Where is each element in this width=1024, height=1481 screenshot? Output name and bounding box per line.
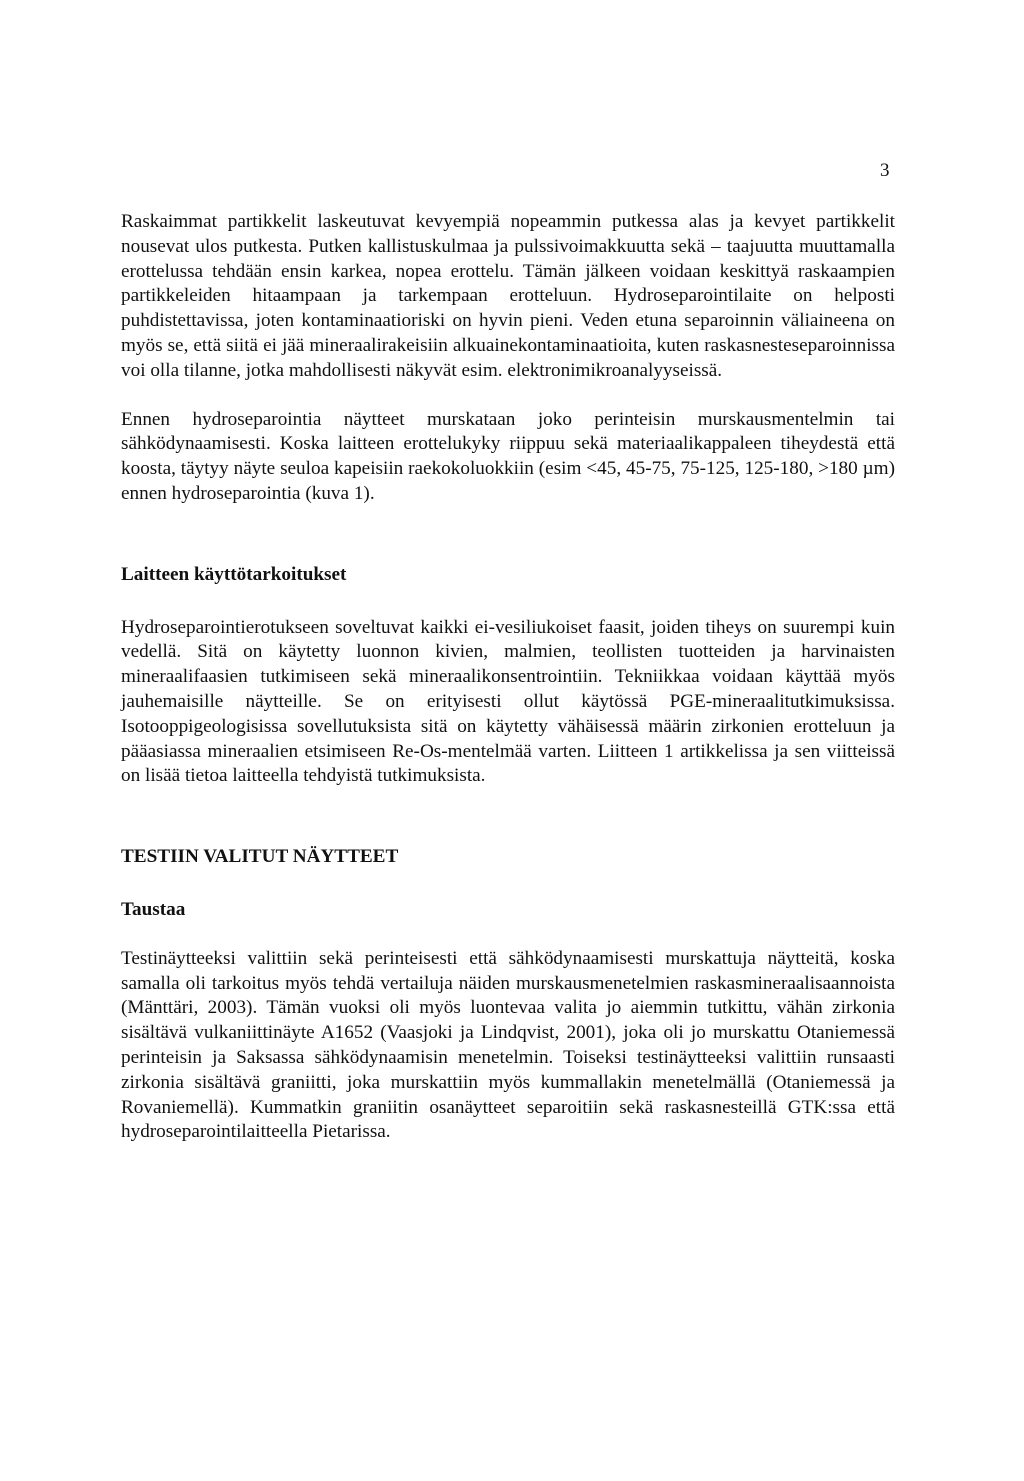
paragraph-sample-preparation: Ennen hydroseparointia näytteet murskataan joko perinteisin murskausmentelmin tai sähködynaamisesti. Koska laitteen erottelukyky riippuu sekä materiaalikappaleen tiheydestä että koosta, täytyy näyte seuloa kapeisiin raekokoluokkiin (esim <45, 45-75, 75-125, 125-180, >180 µm) ennen hydroseparointia (kuva 1). (121, 408, 895, 504)
paragraph-background: Testinäytteeksi valittiin sekä perinteisesti että sähködynaamisesti murskattuja näytteitä, koska samalla oli tarkoitus myös tehdä vertailuja näiden murskausmenetelmien raskasmineraalisaannoista (Mänttäri, 2003). Tämän vuoksi oli myös luontevaa valita jo aiemmin tutkittu, vähän zirkonia sisältävä vulkaniittinäyte A1652 (Vaasjoki ja Lindqvist, 2001), joka oli jo murskattu Otaniemessä perinteisin ja Saksassa sähködynaamisin menetelmin. Toiseksi testinäytteeksi valittiin runsaasti zirkonia sisältävä graniitti, joka murskattiin myös kummallakin menetelmällä (Otaniemessä ja Rovaniemellä). Kummatkin graniitin osanäytteet separoitiin sekä raskasnesteillä GTK:ssa että hydroseparointilaitteella Pietarissa. (121, 947, 895, 1143)
paragraph-hydroseparation-process: Raskaimmat partikkelit laskeutuvat kevyempiä nopeammin putkessa alas ja kevyet partikkelit nousevat ulos putkesta. Putken kallistuskulmaa ja pulssivoimakkuutta sekä – taajuutta muuttamalla erottelussa tehdään ensin karkea, nopea erottelu. Tämän jälkeen voidaan keskittyä raskaampien partikkeleiden hitaampaan ja tarkempaan erotteluun. Hydroseparointilaite on helposti puhdistettavissa, joten kontaminaatioriski on hyvin pieni. Veden etuna separoinnin väliaineena on myös se, että siitä ei jää mineraalirakeisiin alkuainekontaminaatioita, kuten raskasnesteseparoinnissa voi olla tilanne, jotka mahdollisesti näkyvät esim. elektronimikroanalyyseissä. (121, 211, 895, 381)
paragraph-applications: Hydroseparointierotukseen soveltuvat kaikki ei-vesiliukoiset faasit, joiden tiheys on suurempi kuin vedellä. Sitä on käytetty luonnon kivien, malmien, teollisten tuotteiden ja harvinaisten mineraalifaasien tutkimiseen sekä mineraalikonsentrointiin. Tekniikkaa voidaan käyttää myös jauhemaisille näytteille. Se on erityisesti ollut käytössä PGE-mineraalitutkimuksissa. Isotooppigeologisissa sovellutuksista sitä on käytetty vähäisessä määrin zirkonien erotteluun ja pääasiassa mineraalien etsimiseen Re-Os-mentelmää varten. Liitteen 1 artikkelissa ja sen viitteissä on lisää tietoa laitteella tehdyistä tutkimuksista. (121, 616, 895, 787)
heading-testiin-valitut-naytteet: TESTIIN VALITUT NÄYTTEET (121, 846, 399, 868)
page-content (121, 210, 895, 1145)
heading-taustaa: Taustaa (121, 898, 186, 920)
heading-laitteen-kayttotarkoitukset: Laitteen käyttötarkoitukset (121, 563, 347, 585)
page-number: 3 (880, 160, 890, 181)
